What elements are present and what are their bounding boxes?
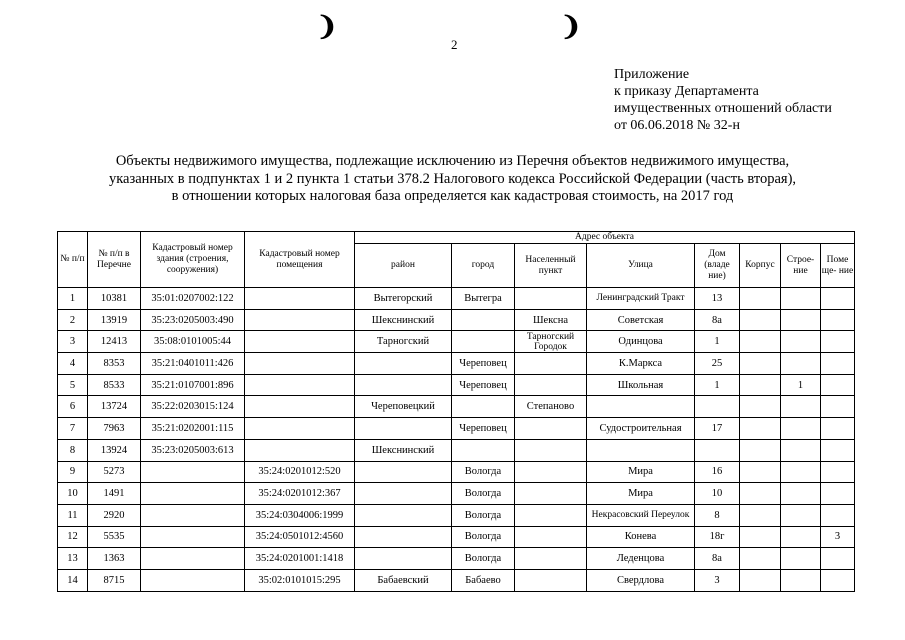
cell-street: Ленинградский Тракт (587, 288, 695, 310)
cell-stroenie (781, 439, 821, 461)
cell-settlement (515, 504, 587, 526)
cell-settlement: Шексна (515, 309, 587, 331)
header-house: Дом (владе ние) (695, 244, 740, 288)
objects-table (57, 231, 855, 592)
cell-house: 25 (695, 353, 740, 375)
cell-list-num: 8715 (88, 569, 141, 591)
cell-house: 8 (695, 504, 740, 526)
header-cad-room: Кадастровый номер помещения (245, 232, 355, 288)
cell-cad-building (141, 504, 245, 526)
corner-mark-left: ❩ (316, 12, 338, 41)
cell-street: Конева (587, 526, 695, 548)
cell-num: 3 (58, 331, 88, 353)
cell-city: Бабаево (452, 569, 515, 591)
cell-district (355, 418, 452, 440)
cell-pomeshchenie (821, 309, 855, 331)
cell-cad-room: 35:24:0201012:367 (245, 483, 355, 505)
cell-pomeshchenie (821, 418, 855, 440)
cell-korpus (740, 483, 781, 505)
table-row (58, 461, 855, 483)
cell-settlement (515, 548, 587, 570)
cell-city: Вологда (452, 526, 515, 548)
cell-korpus (740, 461, 781, 483)
cell-street: К.Маркса (587, 353, 695, 375)
cell-list-num: 12413 (88, 331, 141, 353)
cell-num: 14 (58, 569, 88, 591)
cell-street: Леденцова (587, 548, 695, 570)
header-street: Улица (587, 244, 695, 288)
cell-house: 1 (695, 374, 740, 396)
cell-district (355, 526, 452, 548)
cell-cad-room: 35:24:0304006:1999 (245, 504, 355, 526)
cell-korpus (740, 309, 781, 331)
cell-korpus (740, 374, 781, 396)
header-address-group: Адрес объекта (355, 232, 855, 244)
cell-house: 1 (695, 331, 740, 353)
cell-cad-building (141, 461, 245, 483)
cell-street: Школьная (587, 374, 695, 396)
cell-pomeshchenie (821, 461, 855, 483)
cell-district: Шекснинский (355, 439, 452, 461)
cell-stroenie (781, 288, 821, 310)
cell-pomeshchenie (821, 353, 855, 375)
cell-num: 8 (58, 439, 88, 461)
cell-list-num: 13924 (88, 439, 141, 461)
cell-stroenie (781, 309, 821, 331)
cell-settlement (515, 483, 587, 505)
cell-cad-building: 35:21:0202001:115 (141, 418, 245, 440)
cell-list-num: 13724 (88, 396, 141, 418)
cell-house: 16 (695, 461, 740, 483)
cell-house (695, 396, 740, 418)
cell-cad-room (245, 331, 355, 353)
cell-settlement (515, 461, 587, 483)
cell-cad-room (245, 396, 355, 418)
cell-pomeshchenie (821, 288, 855, 310)
table-row (58, 374, 855, 396)
cell-list-num: 2920 (88, 504, 141, 526)
cell-settlement (515, 288, 587, 310)
cell-cad-room: 35:24:0501012:4560 (245, 526, 355, 548)
cell-num: 9 (58, 461, 88, 483)
header-num: № п/п (58, 232, 88, 288)
cell-korpus (740, 353, 781, 375)
cell-cad-building: 35:08:0101005:44 (141, 331, 245, 353)
cell-cad-building (141, 569, 245, 591)
cell-stroenie (781, 461, 821, 483)
cell-street: Одинцова (587, 331, 695, 353)
cell-cad-room: 35:24:0201001:1418 (245, 548, 355, 570)
cell-street (587, 439, 695, 461)
cell-korpus (740, 331, 781, 353)
cell-cad-building: 35:21:0107001:896 (141, 374, 245, 396)
cell-settlement: Тарногский Городок (515, 331, 587, 353)
table-row (58, 504, 855, 526)
cell-city: Череповец (452, 374, 515, 396)
cell-korpus (740, 396, 781, 418)
cell-cad-building (141, 548, 245, 570)
cell-street: Судостроительная (587, 418, 695, 440)
cell-pomeshchenie (821, 483, 855, 505)
cell-korpus (740, 418, 781, 440)
table-row (58, 288, 855, 310)
cell-stroenie: 1 (781, 374, 821, 396)
header-stroenie: Строе- ние (781, 244, 821, 288)
cell-stroenie (781, 504, 821, 526)
cell-pomeshchenie (821, 504, 855, 526)
cell-num: 11 (58, 504, 88, 526)
cell-cad-room: 35:02:0101015:295 (245, 569, 355, 591)
cell-house: 3 (695, 569, 740, 591)
cell-list-num: 8533 (88, 374, 141, 396)
cell-cad-building: 35:21:0401011:426 (141, 353, 245, 375)
cell-stroenie (781, 331, 821, 353)
cell-city: Вологда (452, 483, 515, 505)
header-cad-building: Кадастровый номер здания (строения, сооружения) (141, 232, 245, 288)
appendix-line: от 06.06.2018 № 32-н (614, 118, 740, 133)
cell-cad-room (245, 418, 355, 440)
appendix-line: имущественных отношений области (614, 101, 832, 116)
cell-city (452, 309, 515, 331)
cell-stroenie (781, 418, 821, 440)
cell-house: 18г (695, 526, 740, 548)
appendix-line: к приказу Департамента (614, 84, 759, 99)
cell-pomeshchenie: 3 (821, 526, 855, 548)
cell-stroenie (781, 569, 821, 591)
cell-stroenie (781, 548, 821, 570)
cell-cad-building: 35:23:0205003:613 (141, 439, 245, 461)
cell-city: Череповец (452, 418, 515, 440)
appendix-line: Приложение (614, 67, 690, 82)
cell-street: Советская (587, 309, 695, 331)
cell-settlement: Степаново (515, 396, 587, 418)
table-row (58, 569, 855, 591)
cell-list-num: 1363 (88, 548, 141, 570)
table-row (58, 548, 855, 570)
header-korpus: Корпус (740, 244, 781, 288)
cell-cad-room (245, 439, 355, 461)
cell-cad-room (245, 374, 355, 396)
header-pomeshchenie: Поме ще- ние (821, 244, 855, 288)
cell-list-num: 10381 (88, 288, 141, 310)
cell-district (355, 548, 452, 570)
cell-korpus (740, 504, 781, 526)
cell-city (452, 396, 515, 418)
cell-korpus (740, 526, 781, 548)
title-line: указанных в подпунктах 1 и 2 пункта 1 статьи 378.2 Налогового кодекса Российской Федерации (часть вторая), (108, 170, 797, 187)
cell-house: 10 (695, 483, 740, 505)
cell-district (355, 504, 452, 526)
cell-street: Некрасовский Переулок (587, 504, 695, 526)
table-row (58, 418, 855, 440)
cell-street: Мира (587, 461, 695, 483)
cell-settlement (515, 569, 587, 591)
cell-num: 2 (58, 309, 88, 331)
cell-street: Свердлова (587, 569, 695, 591)
table-row (58, 439, 855, 461)
cell-num: 6 (58, 396, 88, 418)
cell-cad-building (141, 483, 245, 505)
cell-house: 13 (695, 288, 740, 310)
cell-pomeshchenie (821, 548, 855, 570)
cell-house (695, 439, 740, 461)
cell-house: 8а (695, 309, 740, 331)
cell-cad-building: 35:01:0207002:122 (141, 288, 245, 310)
cell-list-num: 7963 (88, 418, 141, 440)
cell-korpus (740, 439, 781, 461)
corner-mark-right: ❩ (560, 12, 582, 41)
cell-city: Вологда (452, 504, 515, 526)
cell-korpus (740, 548, 781, 570)
cell-city (452, 439, 515, 461)
cell-list-num: 5273 (88, 461, 141, 483)
cell-cad-room: 35:24:0201012:520 (245, 461, 355, 483)
cell-settlement (515, 353, 587, 375)
cell-district: Бабаевский (355, 569, 452, 591)
appendix-block (614, 66, 832, 134)
cell-stroenie (781, 396, 821, 418)
cell-cad-room (245, 353, 355, 375)
cell-num: 12 (58, 526, 88, 548)
header-row-group (58, 232, 855, 244)
table-row (58, 483, 855, 505)
table-row (58, 309, 855, 331)
cell-pomeshchenie (821, 331, 855, 353)
cell-city (452, 331, 515, 353)
cell-num: 13 (58, 548, 88, 570)
cell-korpus (740, 288, 781, 310)
cell-settlement (515, 439, 587, 461)
header-district: район (355, 244, 452, 288)
cell-cad-building (141, 526, 245, 548)
cell-pomeshchenie (821, 396, 855, 418)
cell-settlement (515, 526, 587, 548)
cell-settlement (515, 374, 587, 396)
cell-city: Вытегра (452, 288, 515, 310)
cell-district: Череповецкий (355, 396, 452, 418)
table-body (58, 288, 855, 592)
cell-district: Шекснинский (355, 309, 452, 331)
cell-list-num: 5535 (88, 526, 141, 548)
cell-stroenie (781, 526, 821, 548)
table-row (58, 353, 855, 375)
cell-num: 7 (58, 418, 88, 440)
cell-cad-building: 35:23:0205003:490 (141, 309, 245, 331)
cell-street: Мира (587, 483, 695, 505)
header-list-num: № п/п в Перечне (88, 232, 141, 288)
cell-list-num: 1491 (88, 483, 141, 505)
cell-district: Вытегорский (355, 288, 452, 310)
cell-street (587, 396, 695, 418)
cell-pomeshchenie (821, 374, 855, 396)
cell-district (355, 461, 452, 483)
title-line: Объекты недвижимого имущества, подлежащие исключению из Перечня объектов недвижимого имущества, (115, 153, 790, 169)
table-row (58, 331, 855, 353)
cell-district: Тарногский (355, 331, 452, 353)
header-settlement: Населенный пункт (515, 244, 587, 288)
title-line: в отношении которых налоговая база определяется как кадастровая стоимость, на 2017 год (171, 188, 734, 204)
cell-list-num: 13919 (88, 309, 141, 331)
table-row (58, 396, 855, 418)
cell-cad-room (245, 309, 355, 331)
cell-district (355, 374, 452, 396)
cell-city: Вологда (452, 461, 515, 483)
cell-settlement (515, 418, 587, 440)
cell-district (355, 353, 452, 375)
cell-cad-building: 35:22:0203015:124 (141, 396, 245, 418)
cell-num: 1 (58, 288, 88, 310)
cell-city: Вологда (452, 548, 515, 570)
header-city: город (452, 244, 515, 288)
document-title (60, 153, 845, 206)
cell-stroenie (781, 483, 821, 505)
table-row (58, 526, 855, 548)
cell-stroenie (781, 353, 821, 375)
cell-district (355, 483, 452, 505)
cell-num: 10 (58, 483, 88, 505)
cell-pomeshchenie (821, 569, 855, 591)
cell-korpus (740, 569, 781, 591)
cell-num: 5 (58, 374, 88, 396)
cell-pomeshchenie (821, 439, 855, 461)
page-number: 2 (451, 37, 458, 52)
cell-num: 4 (58, 353, 88, 375)
cell-cad-room (245, 288, 355, 310)
cell-house: 17 (695, 418, 740, 440)
cell-house: 8а (695, 548, 740, 570)
cell-list-num: 8353 (88, 353, 141, 375)
cell-city: Череповец (452, 353, 515, 375)
